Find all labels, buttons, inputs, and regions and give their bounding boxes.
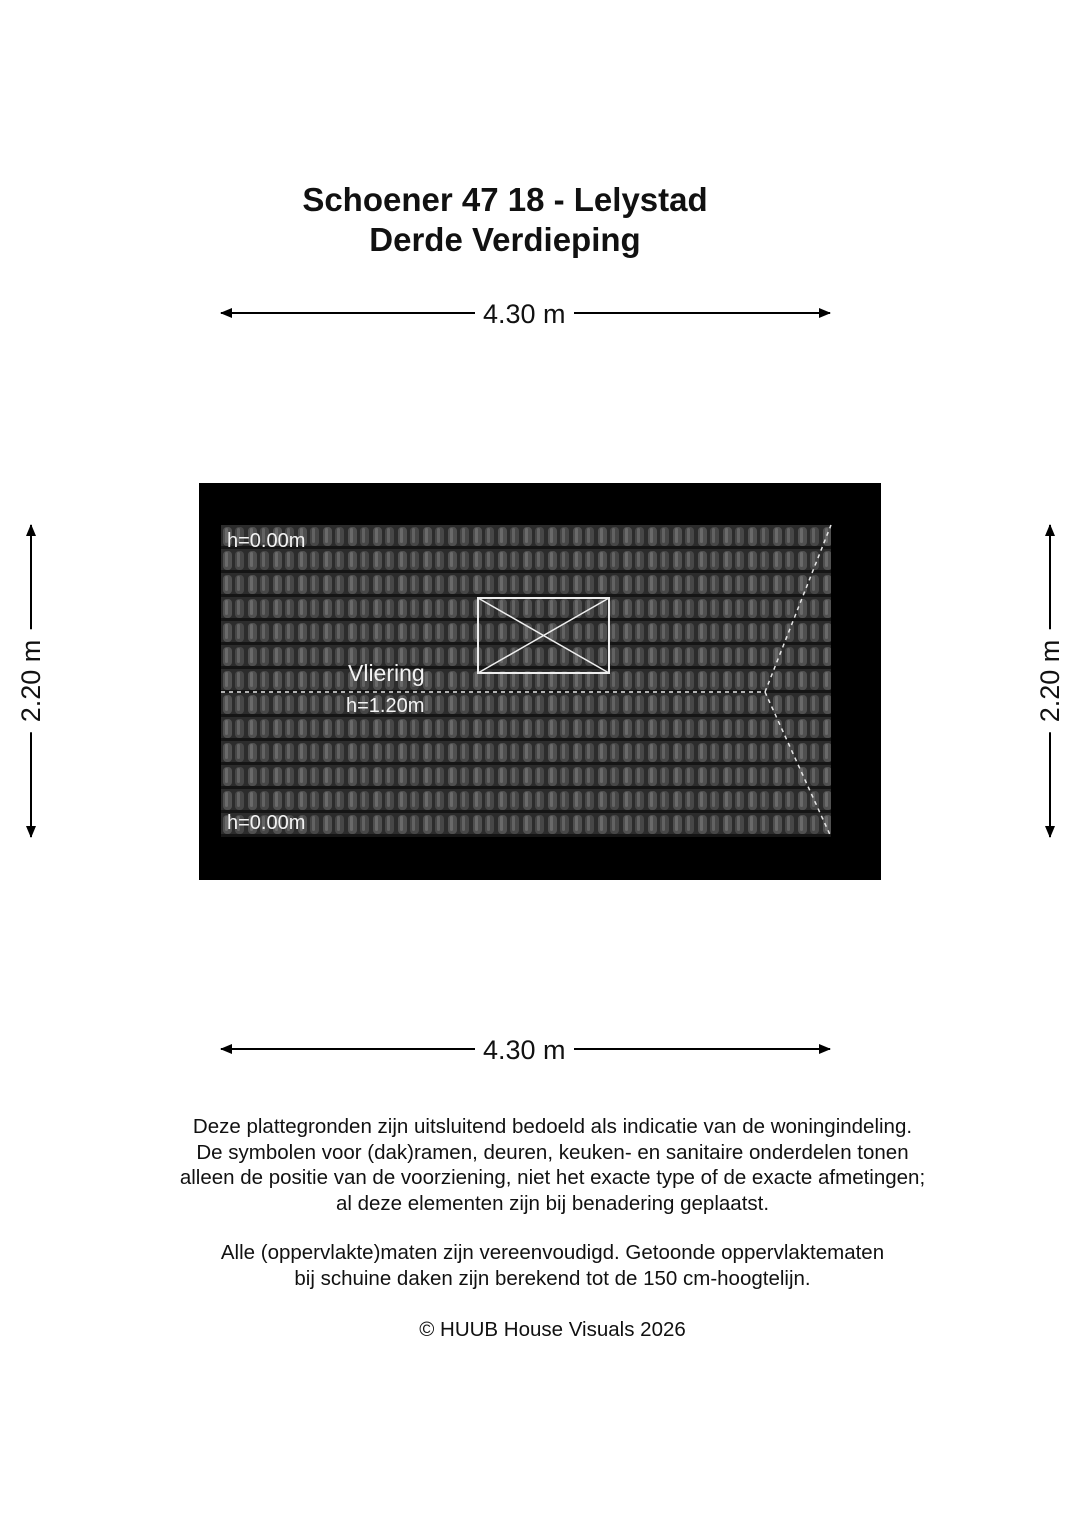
disclaimer-paragraph-2	[60, 1240, 1045, 1291]
height-dimension-right: 2.20 m	[1034, 630, 1066, 733]
disclaimer-line: al deze elementen zijn bij benadering geplaatst.	[335, 1191, 770, 1215]
room-name: Vliering	[348, 660, 425, 686]
room-height: h=1.20m	[346, 695, 425, 717]
plan-subtitle: Derde Verdieping	[369, 221, 641, 258]
disclaimer-line: alleen de positie van de voorziening, niet het exacte type of de exacte afmetingen;	[179, 1166, 926, 1189]
disclaimer-line: bij schuine daken zijn berekend tot de 150 cm-hoogtelijn.	[294, 1266, 811, 1290]
width-dimension-top: 4.30 m	[475, 298, 574, 330]
disclaimer-line: De symbolen voor (dak)ramen, deuren, keuken- en sanitaire onderdelen tonen	[196, 1140, 909, 1164]
width-dimension-bottom: 4.30 m	[475, 1034, 574, 1066]
copyright-notice: © HUUB House Visuals 2026	[419, 1318, 686, 1341]
disclaimer-line: Alle (oppervlakte)maten zijn vereenvoudigd. Getoonde oppervlaktematen	[220, 1241, 885, 1264]
roof-tiles	[221, 525, 831, 837]
eave-height-top: h=0.00m	[227, 530, 306, 552]
disclaimer-line: Deze plattegronden zijn uitsluitend bedoeld als indicatie van de woningindeling.	[192, 1115, 913, 1138]
plan-title: Schoener 47 18 - Lelystad	[302, 181, 708, 218]
eave-height-bottom: h=0.00m	[227, 812, 306, 834]
height-dimension-left: 2.20 m	[15, 630, 47, 733]
disclaimer-paragraph-1	[60, 1114, 1045, 1216]
